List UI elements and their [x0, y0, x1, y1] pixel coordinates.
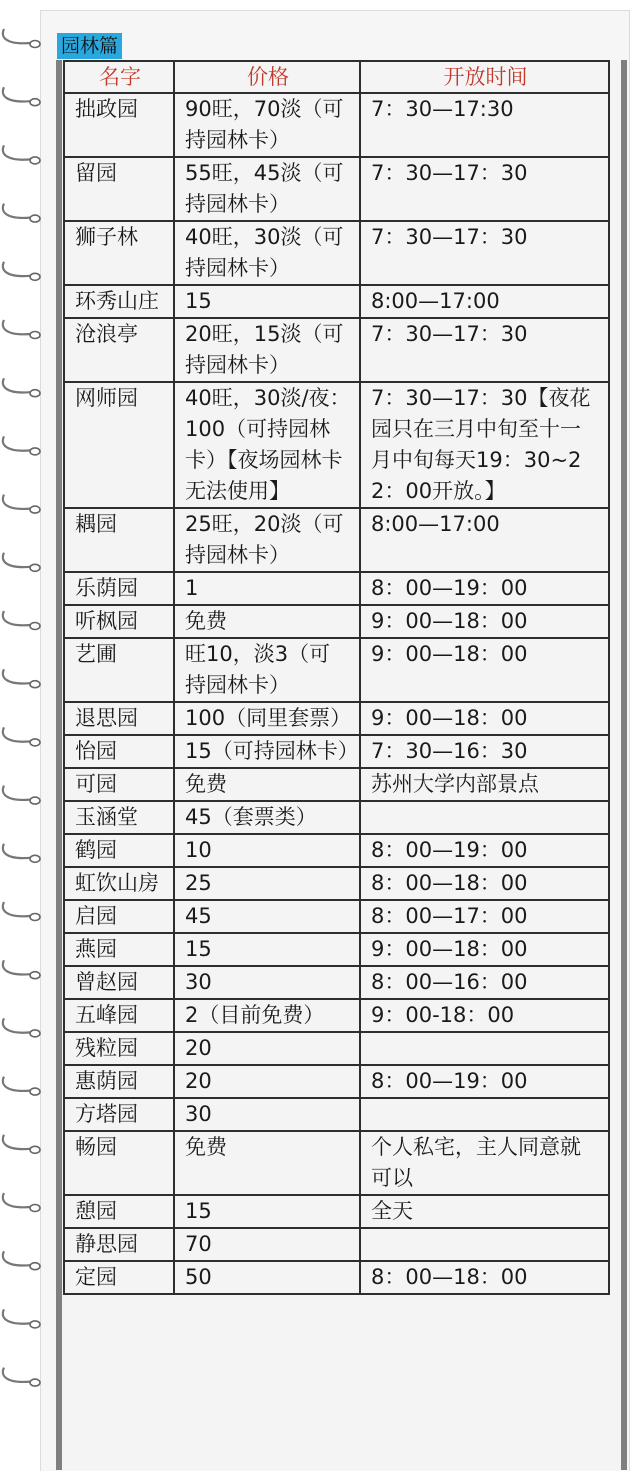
header-price: 价格: [174, 61, 360, 93]
cell-name: 定园: [64, 1261, 174, 1294]
cell-name: 惠荫园: [64, 1065, 174, 1098]
binding-ring: [3, 320, 40, 339]
cell-name: 怡园: [64, 735, 174, 768]
binding-ring: [3, 727, 40, 746]
cell-price: 40旺，30淡/夜：100（可持园林卡）【夜场园林卡无法使用】: [174, 382, 360, 508]
table-row: [64, 1131, 609, 1195]
table-row: [64, 1065, 609, 1098]
cell-name: 燕园: [64, 933, 174, 966]
cell-hours: 8：00—18：00: [360, 867, 609, 900]
cell-name: 耦园: [64, 508, 174, 572]
header-hours: 开放时间: [360, 61, 609, 93]
cell-price: 15: [174, 933, 360, 966]
table-row: [64, 768, 609, 801]
cell-price: 70: [174, 1228, 360, 1261]
table-row: [64, 702, 609, 735]
cell-price: 免费: [174, 605, 360, 638]
cell-name: 玉涵堂: [64, 801, 174, 834]
binding-ring: [3, 553, 40, 572]
binding-ring: [3, 844, 40, 863]
cell-name: 拙政园: [64, 93, 174, 157]
binding-ring: [3, 1368, 40, 1387]
table-row: [64, 900, 609, 933]
table-row: [64, 999, 609, 1032]
cell-name: 狮子林: [64, 221, 174, 285]
table-row: [64, 834, 609, 867]
cell-hours: 苏州大学内部景点: [360, 768, 609, 801]
cell-hours: 9：00—18：00: [360, 638, 609, 702]
cell-hours: 7：30—17：30: [360, 221, 609, 285]
cell-price: 15: [174, 285, 360, 318]
cell-hours: 7：30—16：30: [360, 735, 609, 768]
cell-name: 静思园: [64, 1228, 174, 1261]
cell-price: 1: [174, 572, 360, 605]
cell-price: 50: [174, 1261, 360, 1294]
table-row: [64, 285, 609, 318]
cell-hours: [360, 1098, 609, 1131]
cell-name: 虹饮山房: [64, 867, 174, 900]
cell-hours: 8：00—19：00: [360, 572, 609, 605]
binding-ring: [3, 902, 40, 921]
cell-name: 方塔园: [64, 1098, 174, 1131]
table-row: [64, 801, 609, 834]
table-row: [64, 572, 609, 605]
table-row: [64, 933, 609, 966]
cell-price: 100（同里套票）: [174, 702, 360, 735]
cell-hours: 9：00—18：00: [360, 702, 609, 735]
cell-hours: 8：00—17：00: [360, 900, 609, 933]
header-name: 名字: [64, 61, 174, 93]
table-row: [64, 966, 609, 999]
cell-name: 鹤园: [64, 834, 174, 867]
garden-table: [63, 60, 610, 1295]
cell-hours: 9：00—18：00: [360, 605, 609, 638]
cell-hours: 8：00—19：00: [360, 834, 609, 867]
cell-price: 10: [174, 834, 360, 867]
binding-ring: [3, 1309, 40, 1328]
cell-price: 免费: [174, 1131, 360, 1195]
cell-hours: 8：00—19：00: [360, 1065, 609, 1098]
table-row: [64, 1261, 609, 1294]
cell-name: 残粒园: [64, 1032, 174, 1065]
cell-price: 30: [174, 966, 360, 999]
cell-hours: 7：30—17：30: [360, 157, 609, 221]
cell-price: 20: [174, 1065, 360, 1098]
cell-hours: 7：30—17：30: [360, 318, 609, 382]
binding-ring: [3, 378, 40, 397]
cell-hours: 9：00-18：00: [360, 999, 609, 1032]
cell-name: 畅园: [64, 1131, 174, 1195]
cell-name: 网师园: [64, 382, 174, 508]
cell-price: 20: [174, 1032, 360, 1065]
cell-price: 25: [174, 867, 360, 900]
cell-price: 45: [174, 900, 360, 933]
table-row: [64, 638, 609, 702]
cell-hours: 9：00—18：00: [360, 933, 609, 966]
table-row: [64, 735, 609, 768]
table-row: [64, 1195, 609, 1228]
table-row: [64, 318, 609, 382]
table-row: [64, 157, 609, 221]
cell-price: 2（目前免费）: [174, 999, 360, 1032]
cell-name: 曾赵园: [64, 966, 174, 999]
cell-hours: 8：00—16：00: [360, 966, 609, 999]
binding-ring: [3, 669, 40, 688]
binding-ring: [3, 1251, 40, 1270]
binding-ring: [3, 204, 40, 223]
cell-hours: [360, 801, 609, 834]
table-row: [64, 605, 609, 638]
cell-hours: [360, 1032, 609, 1065]
table-row: [64, 382, 609, 508]
cell-price: 25旺，20淡（可持园林卡）: [174, 508, 360, 572]
cell-name: 五峰园: [64, 999, 174, 1032]
binding-ring: [3, 960, 40, 979]
cell-price: 30: [174, 1098, 360, 1131]
binding-ring: [3, 262, 40, 281]
cell-name: 乐荫园: [64, 572, 174, 605]
cell-price: 40旺，30淡（可持园林卡）: [174, 221, 360, 285]
table-header-row: [64, 61, 609, 93]
binding-ring: [3, 1193, 40, 1212]
cell-price: 旺10，淡3（可持园林卡）: [174, 638, 360, 702]
binding-ring: [3, 786, 40, 805]
cell-hours: 7：30—17:30: [360, 93, 609, 157]
table-row: [64, 508, 609, 572]
binding-ring: [3, 1077, 40, 1096]
binding-ring: [3, 611, 40, 630]
cell-name: 启园: [64, 900, 174, 933]
cell-price: 45（套票类）: [174, 801, 360, 834]
table-row: [64, 221, 609, 285]
cell-name: 憩园: [64, 1195, 174, 1228]
cell-price: 15: [174, 1195, 360, 1228]
cell-name: 环秀山庄: [64, 285, 174, 318]
cell-price: 20旺，15淡（可持园林卡）: [174, 318, 360, 382]
table-row: [64, 1032, 609, 1065]
table-row: [64, 1098, 609, 1131]
cell-name: 沧浪亭: [64, 318, 174, 382]
cell-name: 退思园: [64, 702, 174, 735]
section-title: 园林篇: [57, 33, 122, 59]
cell-hours: [360, 1228, 609, 1261]
cell-hours: 全天: [360, 1195, 609, 1228]
cell-price: 55旺，45淡（可持园林卡）: [174, 157, 360, 221]
cell-price: 15（可持园林卡）: [174, 735, 360, 768]
cell-hours: 8：00—18：00: [360, 1261, 609, 1294]
cell-name: 艺圃: [64, 638, 174, 702]
binding-ring: [3, 145, 40, 164]
cell-hours: 7：30—17：30【夜花园只在三月中旬至十一月中旬每天19：30~22：00开放。】: [360, 382, 609, 508]
garden-table-frame: [56, 60, 627, 1470]
cell-name: 可园: [64, 768, 174, 801]
cell-name: 留园: [64, 157, 174, 221]
table-row: [64, 93, 609, 157]
table-row: [64, 867, 609, 900]
binding-ring: [3, 29, 40, 48]
cell-price: 免费: [174, 768, 360, 801]
cell-price: 90旺，70淡（可持园林卡）: [174, 93, 360, 157]
binding-ring: [3, 495, 40, 513]
binding-ring: [3, 1135, 40, 1154]
cell-hours: 8:00—17:00: [360, 508, 609, 572]
table-row: [64, 1228, 609, 1261]
cell-name: 听枫园: [64, 605, 174, 638]
binding-ring: [3, 1018, 40, 1037]
binding-ring: [3, 436, 40, 455]
cell-hours: 8:00—17:00: [360, 285, 609, 318]
binding-ring: [3, 87, 40, 106]
cell-hours: 个人私宅，主人同意就可以: [360, 1131, 609, 1195]
spiral-binding: [0, 0, 46, 1470]
